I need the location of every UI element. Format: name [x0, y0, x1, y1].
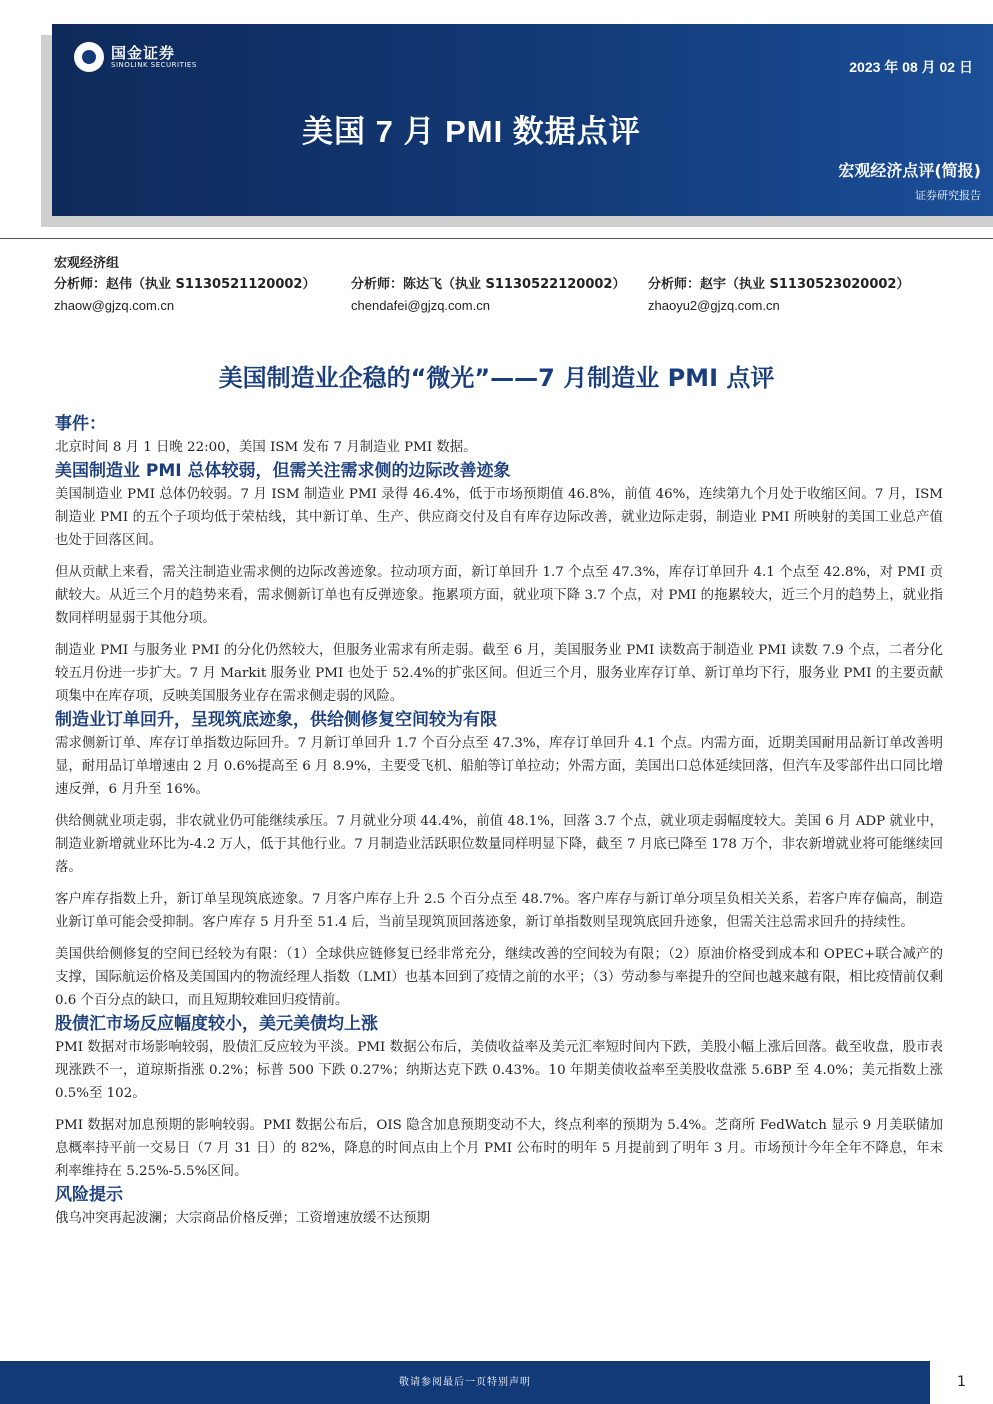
report-type: 宏观经济点评(简报) — [838, 161, 981, 180]
analyst-name: 分析师：赵伟（执业 S1130521120002） — [54, 277, 316, 292]
paragraph: 俄乌冲突再起波澜；大宗商品价格反弹；工资增速放缓不达预期 — [55, 1211, 430, 1226]
paragraph: 制造业 PMI 与服务业 PMI 的分化仍然较大，但服务业需求有所走弱。截至 6 月，美国服务业 PMI 读数高于制造业 PMI 读数 7.9 个点，二者分化较五月份进一步扩大。7 月 Markit 服务业 PMI 也处于 52.4%的扩张区间。但近三个月，服务业库存订单、新订单均下行，服务业 PMI 的主要贡献项集中在库存项，反映美国服务业存在需求侧走弱的风险。 — [55, 643, 943, 704]
report-title: 美国 7 月 PMI 数据点评 — [302, 114, 641, 149]
paragraph: PMI 数据对市场影响较弱，股债汇反应较为平淡。PMI 数据公布后，美债收益率及美元汇率短时间内下跌，美股小幅上涨后回落。截至收盘，股市表现涨跌不一，道琼斯指涨 0.2%；标普 500 下跌 0.27%；纳斯达克下跌 0.43%。10 年期美债收益率至美股收盘涨 5.6BP 至 4.0%；美元指数上涨 0.5%至 102。 — [55, 1040, 943, 1101]
paragraph: PMI 数据对加息预期的影响较弱。PMI 数据公布后，OIS 隐含加息预期变动不大，终点利率的预期为 5.4%。芝商所 FedWatch 显示 9 月美联储加息概率持平前一交易日（7 月 31 日）的 82%，降息的时间点由上个月 PMI 公布时的明年 5 月提前到了明年 3 月。市场预计今年全年不降息，年末利率维持在 5.25%-5.5%区间。 — [55, 1118, 943, 1179]
section-heading-orders: 制造业订单回升，呈现筑底迹象，供给侧修复空间较为有限 — [55, 710, 497, 730]
report-date: 2023 年 08 月 02 日 — [849, 59, 973, 75]
company-logo — [74, 42, 197, 72]
analyst-email: zhaoyu2@gjzq.com.cn — [648, 298, 780, 313]
paragraph: 美国制造业 PMI 总体仍较弱。7 月 ISM 制造业 PMI 录得 46.4%，低于市场预期值 46.8%，前值 46%，连续第九个月处于收缩区间。7 月，ISM 制造业 PMI 的五个子项均低于荣枯线，其中新订单、生产、供应商交付及自有库存边际改善，就业边际走弱，制造业 PMI 所映射的美国工业总产值也处于回落区间。 — [55, 487, 943, 548]
logo-en: SINOLINK SECURITIES — [111, 60, 197, 69]
research-group: 宏观经济组 — [54, 256, 120, 271]
section-heading-event: 事件： — [55, 414, 106, 434]
analyst-name: 分析师：赵宇（执业 S1130523020002） — [648, 277, 910, 292]
paragraph: 客户库存指数上升，新订单呈现筑底迹象。7 月客户库存上升 2.5 个百分点至 48.7%。客户库存与新订单分项呈负相关关系，若客户库存偏高，制造业新订单可能会受抑制。客户库存 5 月升至 51.4 后，当前呈现筑顶回落迹象，新订单指数则呈现筑底回升迹象，但需关注总需求回升的持续性。 — [55, 892, 943, 930]
paragraph: 美国供给侧修复的空间已经较为有限：（1）全球供应链修复已经非常充分，继续改善的空间较为有限；（2）原油价格受到成本和 OPEC+联合减产的支撑，国际航运价格及美国国内的物流经理人指数（LMI）也基本回到了疫情之前的水平；（3）劳动参与率提升的空间也越来越有限，相比疫情前仅剩 0.6 个百分点的缺口，而且短期较难回归疫情前。 — [55, 947, 943, 1008]
header-divider — [0, 238, 993, 239]
analyst-item — [54, 274, 351, 316]
article-title: 美国制造业企稳的“微光”——7 月制造业 PMI 点评 — [218, 364, 775, 392]
page-number: 1 — [957, 1374, 966, 1390]
analyst-block — [54, 253, 945, 316]
paragraph: 北京时间 8 月 1 日晚 22:00，美国 ISM 发布 7 月制造业 PMI 数据。 — [55, 440, 477, 455]
report-header — [52, 24, 993, 216]
logo-mark-icon — [74, 42, 104, 72]
paragraph: 需求侧新订单、库存订单指数边际回升。7 月新订单回升 1.7 个百分点至 47.3%，库存订单回升 4.1 个点。内需方面，近期美国耐用品新订单改善明显，耐用品订单增速由 2 月 0.6%提高至 6 月 8.9%，主要受飞机、船舶等订单拉动；外需方面，美国出口总体延续回落，但汽车及零部件出口同比增速反弹，6 月升至 16%。 — [55, 736, 943, 797]
analyst-item — [648, 274, 945, 316]
paragraph: 供给侧就业项走弱，非农就业仍可能继续承压。7 月就业分项 44.4%，前值 48.1%，回落 3.7 个点，就业项走弱幅度较大。美国 6 月 ADP 就业中，制造业新增就业环比为-4.2 万人，低于其他行业。7 月制造业活跃职位数量同样明显下降，截至 7 月底已降至 178 万个，非农新增就业将可能继续回落。 — [55, 814, 943, 875]
report-subtitle: 证券研究报告 — [915, 189, 981, 202]
footer-disclaimer: 敬请参阅最后一页特别声明 — [0, 1361, 930, 1404]
section-heading-risks: 风险提示 — [55, 1185, 123, 1205]
paragraph: 但从贡献上来看，需关注制造业需求侧的边际改善迹象。拉动项方面，新订单回升 1.7 个点至 47.3%，库存订单回升 4.1 个点至 42.8%，对 PMI 贡献较大。从近三个月的趋势来看，需求侧新订单也有反弹迹象。拖累项方面，就业项下降 3.7 个点，对 PMI 的拖累较大，近三个月的趋势上，就业指数同样明显弱于其他分项。 — [55, 565, 943, 626]
section-heading-pmi-overview: 美国制造业 PMI 总体较弱，但需关注需求侧的边际改善迹象 — [55, 461, 511, 481]
analyst-name: 分析师：陈达飞（执业 S1130522120002） — [351, 277, 626, 292]
logo-cn: 国金证券 — [111, 43, 176, 62]
article-body — [55, 412, 943, 1230]
analyst-email: zhaow@gjzq.com.cn — [54, 298, 175, 313]
analyst-item — [351, 274, 648, 316]
analyst-email: chendafei@gjzq.com.cn — [351, 298, 490, 313]
section-heading-markets: 股债汇市场反应幅度较小，美元美债均上涨 — [55, 1014, 378, 1034]
